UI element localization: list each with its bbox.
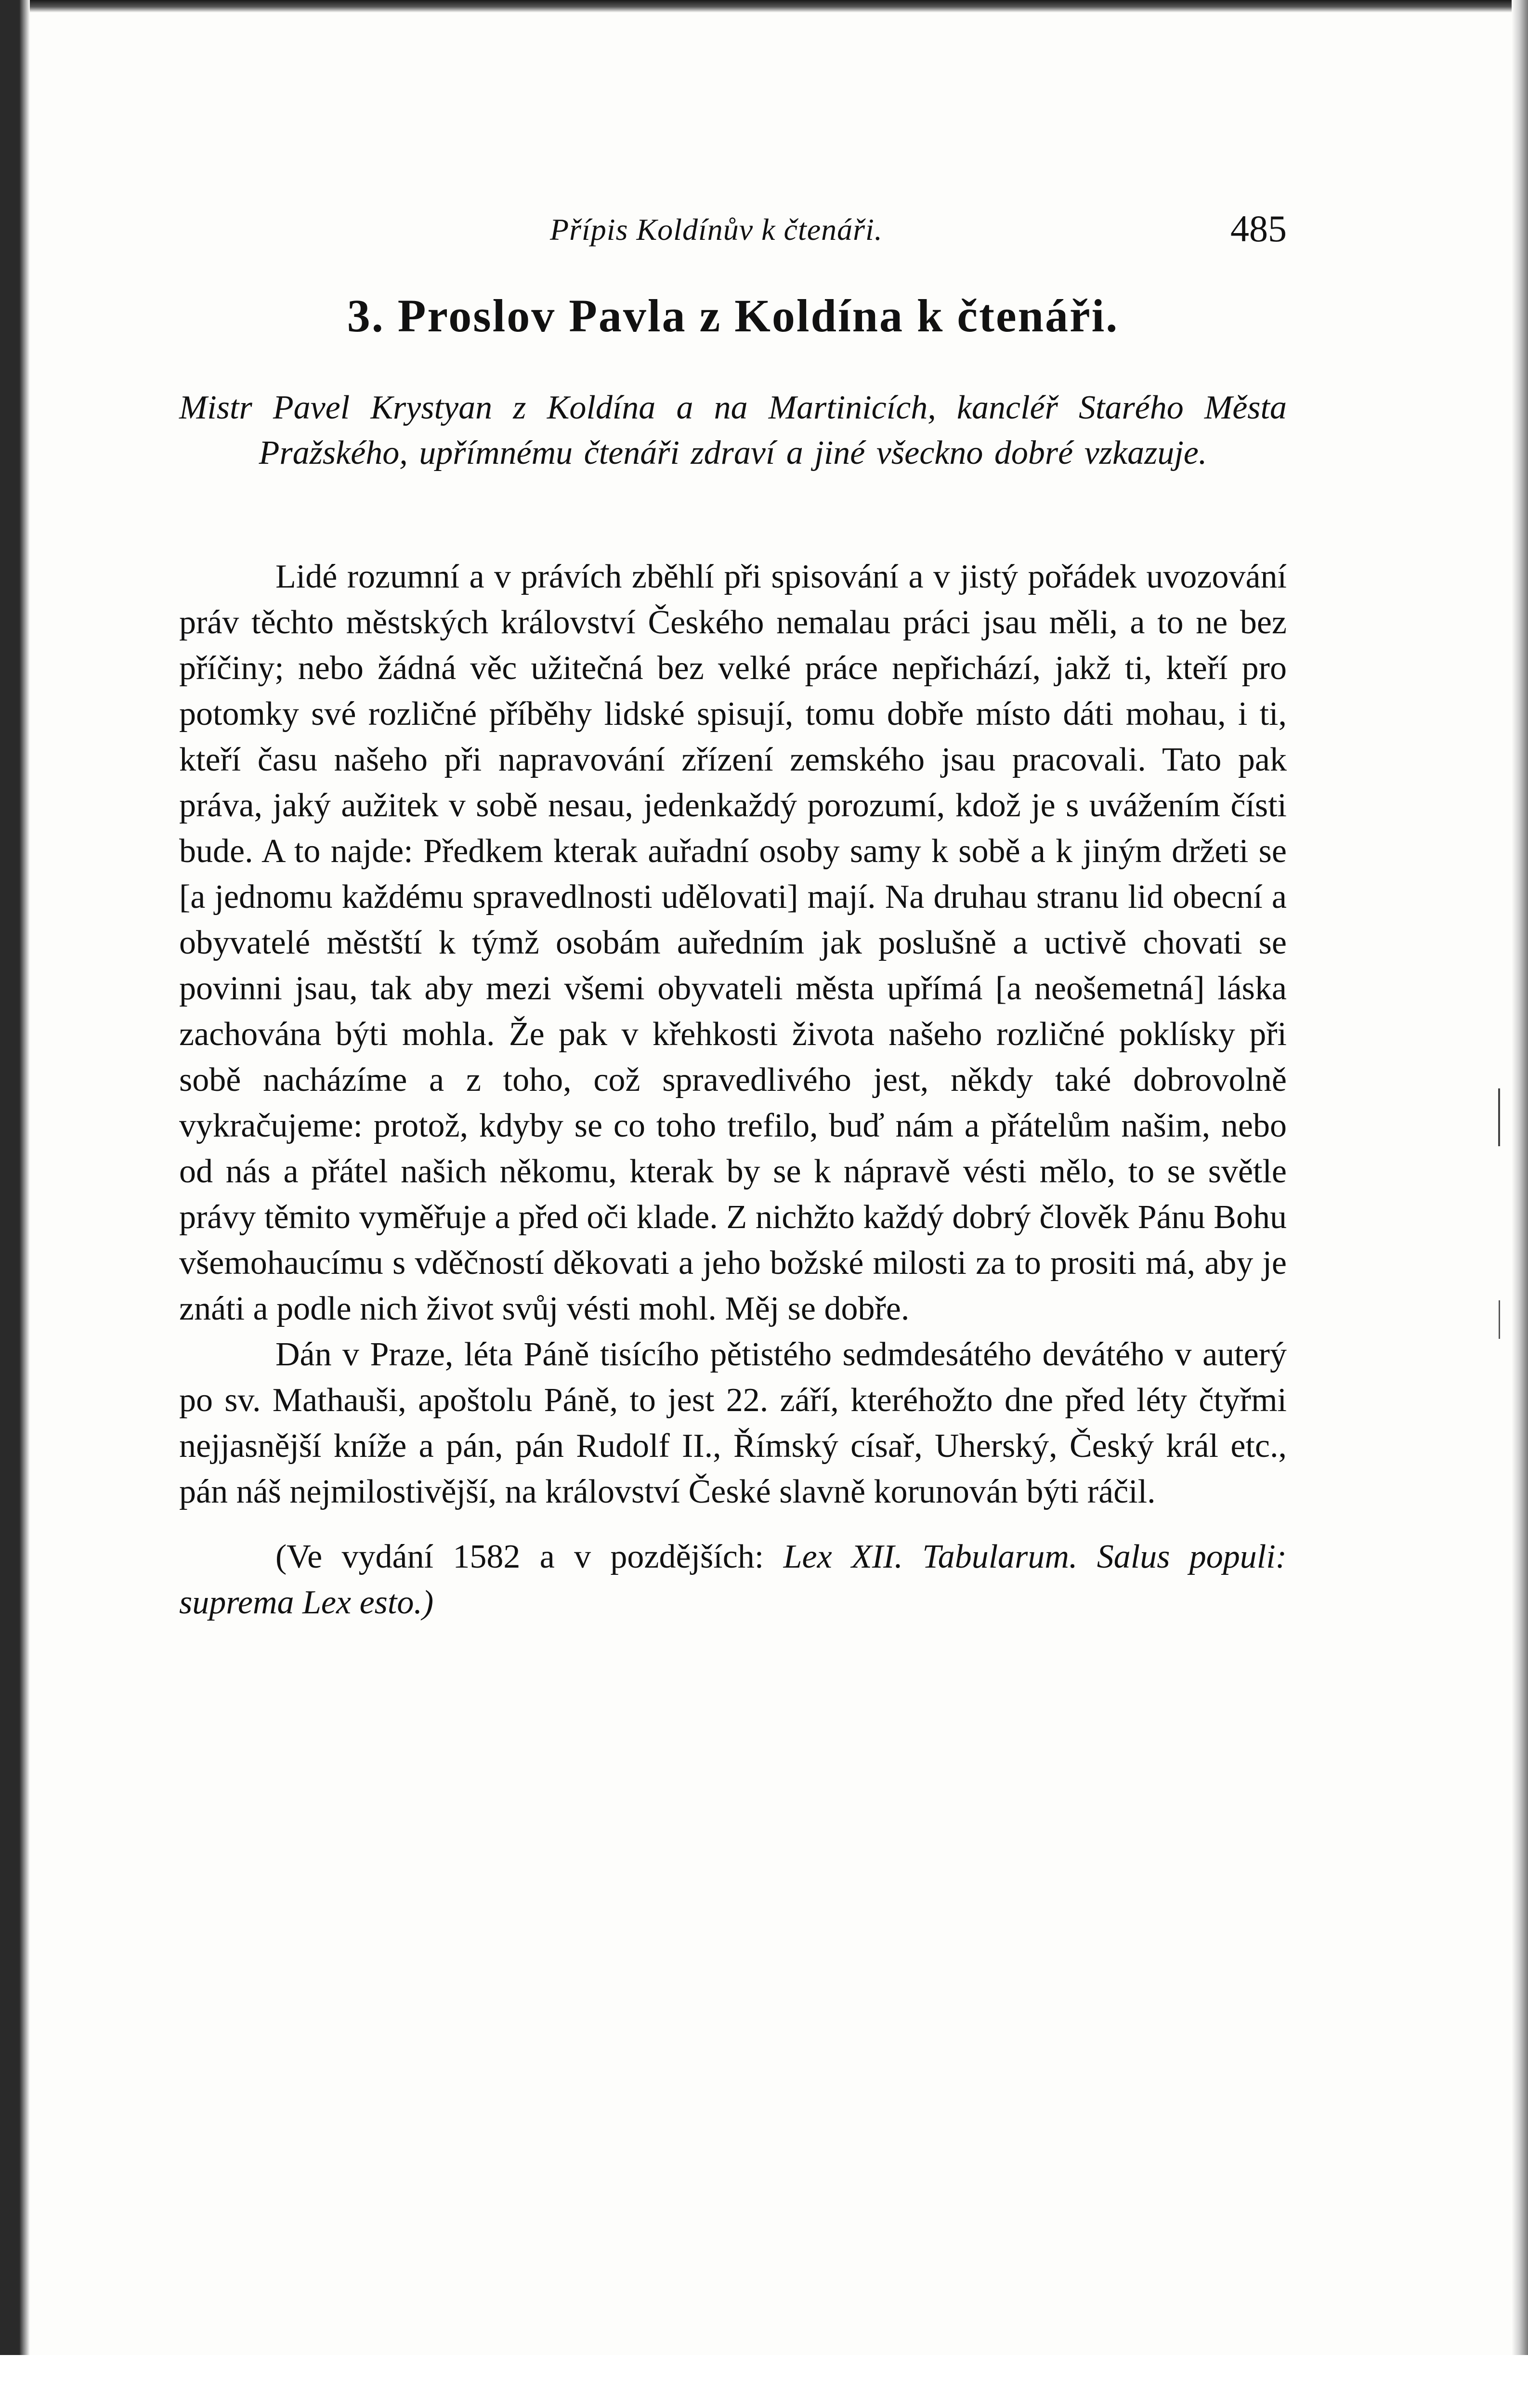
- running-head: [179, 207, 1287, 250]
- closing-note: [179, 1534, 1287, 1625]
- closing-prefix: (Ve vydání 1582 a v pozdějších:: [275, 1538, 764, 1575]
- running-title: Přípis Koldínův k čtenáři.: [550, 212, 883, 247]
- salutation: Mistr Pavel Krystyan z Koldína a na Martinicích, kancléř Starého Města Pražského, upřímnému čtenáři zdraví a jiné všeckno dobré vzkazuje.: [179, 389, 1287, 471]
- body-text: [179, 554, 1287, 1625]
- page-number: 485: [1230, 208, 1287, 249]
- paragraph-2: Dán v Praze, léta Páně tisícího pětistého sedmdesátého devátého v auterý po sv. Mathauši, apoštolu Páně, to jest 22. září, kteréhožto dne před léty čtyřmi nejjasnější kníže a pán, pán Rudolf II., Římský císař, Uherský, Český král etc., pán náš nejmilostivější, na království České slavně korunován býti ráčil.: [179, 1336, 1287, 1510]
- scan-edge-left: [0, 0, 30, 2355]
- section-heading: 3. Proslov Pavla z Koldína k čtenáři.: [347, 290, 1119, 341]
- scan-edge-right: [1512, 0, 1528, 2355]
- paragraph-1: Lidé rozumní a v právích zběhlí při spisování a v jistý pořádek uvozování práv těchto městských království Českého nemalau práci jsau měli, a to ne bez příčiny; nebo žádná věc užitečná bez velké práce nepřichází, jakž ti, kteří pro potomky své rozličné příběhy lidské spisují, tomu dobře místo dáti mohau, i ti, kteří času našeho při napravování zřízení zemského jsau pracovali. Tato pak práva, jaký aužitek v sobě nesau, jedenkaždý porozumí, kdož je s uvážením čísti bude. A to najde: Předkem kterak auřadní osoby samy k sobě a k jiným držeti se [a jednomu každému spravedlnosti udělovati] mají. Na druhau stranu lid obecní a obyvatelé městští k týmž osobám auředním jak poslušně a uctivě chovati se povinni jsau, tak aby mezi všemi obyvateli města upřímá [a neošemetná] láska zachována býti mohla. Že pak v křehkosti života našeho rozličné poklísky při sobě nacházíme a z toho, což spravedlivého jest, někdy také dobrovolně vykračujeme: protož, kdyby se co toho trefilo, buď nám a přátelům našim, nebo od nás a přátel našich někomu, kterak by se k nápravě vésti mělo, to se světle právy těmito vyměřuje a před oči klade. Z nichžto každý dobrý člověk Pánu Bohu všemohaucímu s vděčností děkovati a jeho božské milosti za to prositi má, aby je znáti a podle nich život svůj vésti mohl. Měj se dobře.: [179, 558, 1287, 1327]
- closing-italic: Lex XII. Tabularum. Salus populi: suprema Lex esto.): [179, 1538, 1287, 1621]
- margin-mark: [1498, 1088, 1500, 1146]
- scan-edge-top: [0, 0, 1528, 13]
- margin-mark: [1499, 1300, 1500, 1339]
